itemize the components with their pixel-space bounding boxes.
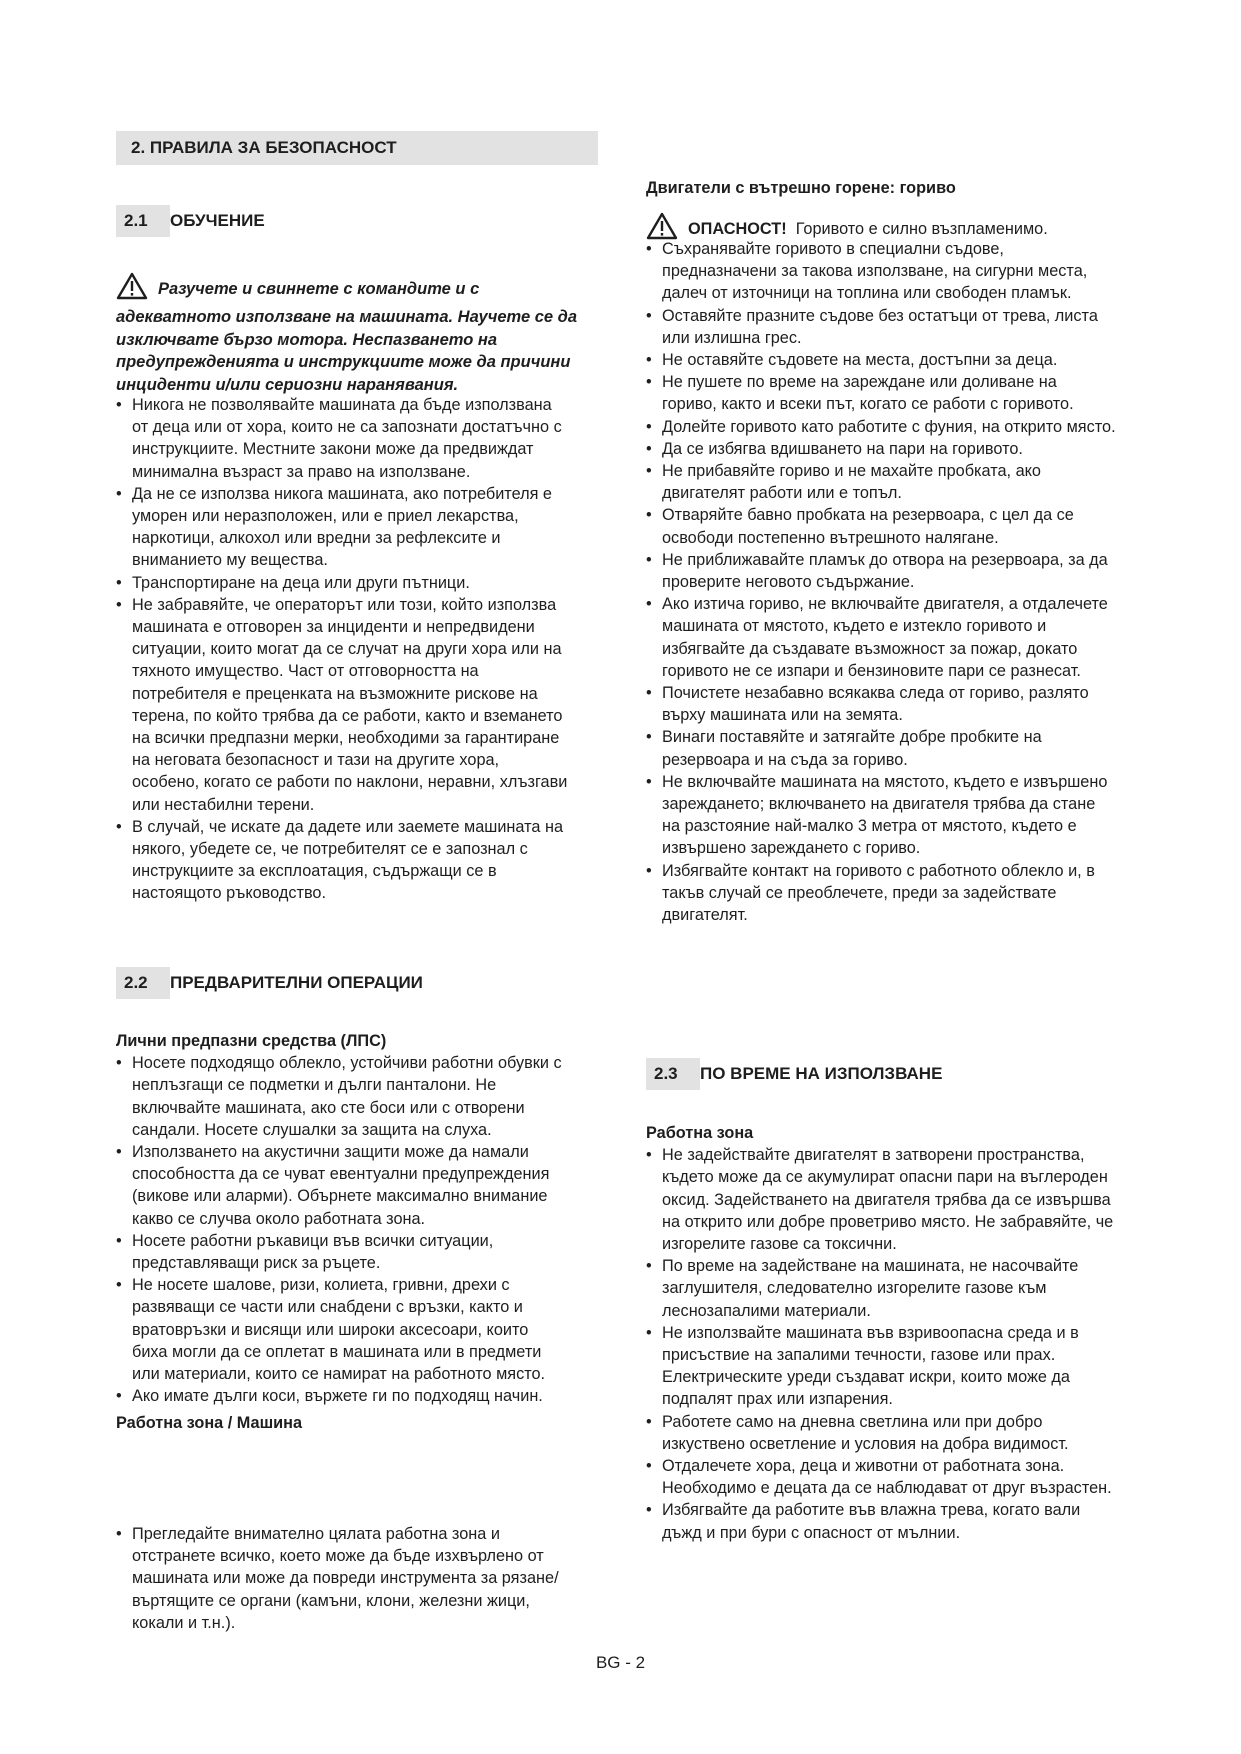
work-area-block <box>646 1122 1116 1544</box>
list-item: • Избягвайте да работите във влажна трева, когато вали дъжд и при бури с опасност от мълнии. <box>646 1499 1116 1543</box>
list-item: • Отдалечете хора, деца и животни от работната зона. Необходимо е децата да се наблюдават от друг възрастен. <box>646 1455 1116 1499</box>
list-item: • Никога не позволявайте машината да бъде използвана от деца или от хора, които не са запознати достатъчно с инструкциите. Местните закони може да предвиждат минимална възраст за право на използване. <box>116 394 568 483</box>
warning-block <box>116 272 598 396</box>
list-item: • Не използвайте машината във взривоопасна среда и в присъствие на запалими течности, газове или прах. Електрическите уреди създават искри, които може да подпалят прах или изпарения. <box>646 1322 1116 1411</box>
list-item: • Носете работни ръкавици във всички ситуации, представляващи риск за ръцете. <box>116 1230 568 1274</box>
list-item: • Отваряйте бавно пробката на резервоара, с цел да се освободи постепенно вътрешното налягане. <box>646 504 1116 548</box>
ppe-block <box>116 1030 568 1435</box>
work-area-item-text: Прегледайте внимателно цялата работна зона и отстранете всичко, което може да бъде изхвърлено от машината или може да повреди инструмента за рязане/въртящите се органи (камъни, клони, железни жици, кокали и т.н.). <box>132 1525 559 1632</box>
list-item: • Ако имате дълги коси, вържете ги по подходящ начин. <box>116 1385 568 1407</box>
subsection-number: 2.2 <box>116 967 170 999</box>
subsection-title: ОБУЧЕНИЕ <box>170 211 265 230</box>
subsection-number: 2.3 <box>646 1058 700 1090</box>
list-item: • Не носете шалове, ризи, колиета, гривни, дрехи с развяващи се части или снабдени с връзки, както и вратовръзки и висящи или широки аксесоари, които биха могли да се оплетат в машината или в предмети или материали, които се намират на работното място. <box>116 1274 568 1385</box>
warning-triangle-icon <box>116 272 148 306</box>
fuel-block <box>646 177 1116 199</box>
list-item: • Не пушете по време на зареждане или доливане на гориво, както и всеки път, когато се работи с горивото. <box>646 371 1116 415</box>
list-item: • Избягвайте контакт на горивото с работното облекло и, в такъв случай се преоблечете, преди за задействате двигателят. <box>646 860 1116 927</box>
list-item: • Не забравяйте, че операторът или този, който използва машината е отговорен за инциденти и непредвидени ситуации, които могат да се случат на други хора или на тяхното имущество. Част от отговорността на потребителя е преценката на възможните рискове на терена, по който трябва да се работи, както и вземането на всички предпазни мерки, необходими за гарантиране на неговата безопасност и тази на другите хора, особено, когато се работи по наклони, неравни, хлъзгави или нестабилни терени. <box>116 594 568 816</box>
work-area-item <box>116 1523 568 1634</box>
warning-text: Разучете и свиннете с командите и с адекватното използване на машината. Научете се да изключвате бързо мотора. Неспазването на предупрежденията и инструкциите може да причини инциденти и/или сериозни наранявания. <box>116 280 578 394</box>
list-item: • По време на задействане на машината, не насочвайте заглушителя, следователно изгорелите газове към леснозапалими материали. <box>646 1255 1116 1322</box>
subsection-title: ПРЕДВАРИТЕЛНИ ОПЕРАЦИИ <box>170 973 423 992</box>
work-area-heading: Работна зона <box>646 1124 754 1142</box>
ppe-heading: Лични предпазни средства (ЛПС) <box>116 1032 387 1050</box>
subsection-number: 2.1 <box>116 205 170 237</box>
subsection-title: ПО ВРЕМЕ НА ИЗПОЛЗВАНЕ <box>700 1064 943 1083</box>
list-item: • Винаги поставяйте и затягайте добре пробките на резервоара и на съда за гориво. <box>646 726 1116 770</box>
subsection-heading-2-3 <box>646 1058 942 1090</box>
list-item: • Не задействайте двигателят в затворени пространства, където може да се акумулират опасни пари на въглероден оксид. Задействането на двигателя трябва да се извършва на открито или добре проветриво място. Не забравяйте, че изгорелите газове са токсични. <box>646 1144 1116 1255</box>
list-item: • Не приближавайте пламък до отвора на резервоара, за да проверите неговото съдържание. <box>646 549 1116 593</box>
subsection-heading-2-1 <box>116 205 265 237</box>
list-item: • Долейте горивото като работите с фуния, на открито място. <box>646 416 1116 438</box>
list-item: • Носете подходящо облекло, устойчиви работни обувки с неплъзгащи се подметки и дълги панталони. Не включвайте машината, ако сте боси или с отворени сандали. Носете слушалки за защита на слуха. <box>116 1052 568 1141</box>
fuel-heading: Двигатели с вътрешно горене: гориво <box>646 179 956 197</box>
list-item: • В случай, че искате да дадете или заемете машината на някого, убедете се, че потребителят се е запознал с инструкциите за експлоатация, съдържащи се в настоящото ръководство. <box>116 816 568 905</box>
list-item: • Съхранявайте горивото в специални съдове, предназначени за такова използване, на сигурни места, далеч от източници на топлина или свободен пламък. <box>646 238 1116 305</box>
list-item: • Оставяйте празните съдове без остатъци от трева, листа или излишна грес. <box>646 305 1116 349</box>
list-item: • Да се избягва вдишването на пари на горивото. <box>646 438 1116 460</box>
list-item: • Не включвайте машината на мястото, където е извършено зареждането; включването на двигателя трябва да стане на разстояние най-малко 3 метра от мястото, където е извършено зареждането с гориво. <box>646 771 1116 860</box>
danger-text: Горивото е силно възпламенимо. <box>795 220 1048 238</box>
danger-label: ОПАСНОСТ! <box>688 220 787 238</box>
list-item: • Използването на акустични защити може да намали способността да се чуват евентуални предупреждения (викове или аларми). Обърнете максимално внимание какво се случва около работната зона. <box>116 1141 568 1230</box>
subsection-heading-2-2 <box>116 967 423 999</box>
list-item: • Не оставяйте съдовете на места, достъпни за деца. <box>646 349 1116 371</box>
list-item: • Работете само на дневна светлина или при добро изкуствено осветление и условия на добра видимост. <box>646 1411 1116 1455</box>
training-rules <box>116 394 568 905</box>
work-area-machine-heading: Работна зона / Машина <box>116 1414 303 1433</box>
list-item: • Ако изтича гориво, не включвайте двигателя, а отдалечете машината от мястото, където е изтекло горивото и избягвайте да създавате възможност за пожар, докато горивото не се изпари и бензиновите пари се разнесат. <box>646 593 1116 682</box>
section-title: 2. ПРАВИЛА ЗА БЕЗОПАСНОСТ <box>131 138 397 157</box>
fuel-rules <box>646 238 1116 926</box>
list-item: • Да не се използва никога машината, ако потребителя е уморен или неразположен, или е приел лекарства, наркотици, алкохол или вредни за рефлексите и вниманието му вещества. <box>116 483 568 572</box>
page-number: BG - 2 <box>595 1653 646 1672</box>
list-item <box>116 1523 568 1634</box>
list-item: • Почистете незабавно всякаква следа от гориво, разлято върху машината или на земята. <box>646 682 1116 726</box>
list-item: • Транспортиране на деца или други пътници. <box>116 572 568 594</box>
section-title-bar <box>116 131 598 165</box>
list-item: • Не прибавяйте гориво и не махайте пробката, ако двигателят работи или е топъл. <box>646 460 1116 504</box>
